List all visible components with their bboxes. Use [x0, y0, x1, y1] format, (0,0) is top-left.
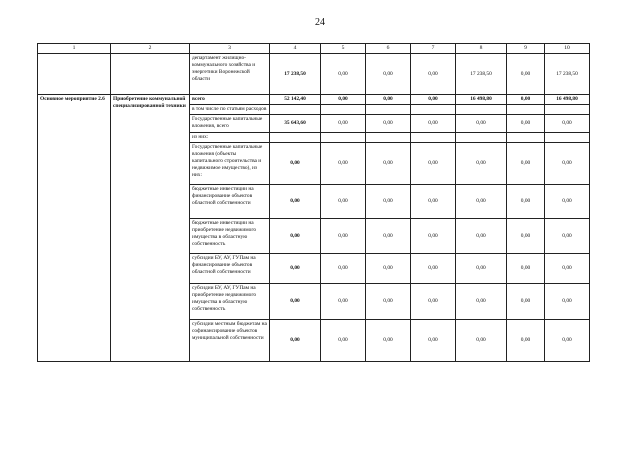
value-cell: 16 498,80 [545, 95, 590, 105]
value-cell: 0,00 [270, 319, 321, 361]
table-row [38, 95, 590, 105]
value-cell: 0,00 [411, 319, 456, 361]
value-cell: 0,00 [321, 54, 366, 95]
column-number-row [38, 44, 590, 54]
column-number-cell: 10 [545, 44, 590, 54]
value-cell: 0,00 [366, 283, 411, 319]
row-label-cell: субсидии местным бюджетам на софинансирование объектов муниципальной собственности [190, 319, 270, 361]
value-cell: 0,00 [321, 184, 366, 218]
column-number-cell: 6 [366, 44, 411, 54]
value-cell: 0,00 [270, 184, 321, 218]
column-number-cell: 7 [411, 44, 456, 54]
value-cell: 0,00 [270, 218, 321, 253]
value-cell: 0,00 [456, 253, 507, 283]
column-number-cell: 9 [507, 44, 545, 54]
value-cell: 0,00 [545, 283, 590, 319]
value-cell: 0,00 [366, 184, 411, 218]
value-cell: 0,00 [507, 319, 545, 361]
row-label-cell: Государственные капитальные вложения, всего [190, 115, 270, 133]
empty-cell [38, 54, 111, 95]
value-cell: 0,00 [545, 319, 590, 361]
value-cell [366, 105, 411, 115]
value-cell [321, 105, 366, 115]
value-cell: 0,00 [545, 184, 590, 218]
value-cell: 0,00 [321, 283, 366, 319]
row-label-cell: Государственные капитальные вложения (объекты капитального строительства и недвижимое имущество), из них: [190, 142, 270, 184]
row-label-cell: всего [190, 95, 270, 105]
value-cell: 0,00 [270, 142, 321, 184]
value-cell: 0,00 [545, 142, 590, 184]
value-cell: 0,00 [545, 218, 590, 253]
value-cell [507, 133, 545, 143]
page-number: 24 [315, 17, 325, 28]
value-cell: 0,00 [366, 319, 411, 361]
value-cell [270, 105, 321, 115]
value-cell: 0,00 [507, 283, 545, 319]
value-cell: 0,00 [507, 253, 545, 283]
value-cell: 0,00 [411, 253, 456, 283]
row-label-cell: субсидии БУ, АУ, ГУПам на финансирование объектов областной собственности [190, 253, 270, 283]
column-number-cell: 8 [456, 44, 507, 54]
value-cell: 0,00 [321, 115, 366, 133]
value-cell: 0,00 [456, 319, 507, 361]
column-number-cell: 1 [38, 44, 111, 54]
value-cell [507, 105, 545, 115]
value-cell: 0,00 [507, 95, 545, 105]
value-cell: 0,00 [366, 218, 411, 253]
value-cell: 0,00 [545, 253, 590, 283]
value-cell [545, 105, 590, 115]
table-row [38, 54, 590, 95]
value-cell: 0,00 [411, 184, 456, 218]
column-number-cell: 2 [111, 44, 190, 54]
value-cell: 0,00 [321, 253, 366, 283]
value-cell: 0,00 [456, 142, 507, 184]
row-label-cell: из них: [190, 133, 270, 143]
value-cell: 0,00 [411, 218, 456, 253]
value-cell: 0,00 [507, 218, 545, 253]
value-cell: 0,00 [456, 283, 507, 319]
value-cell: 0,00 [507, 54, 545, 95]
row-label-cell: бюджетные инвестиции на финансирование объектов областной собственности [190, 184, 270, 218]
value-cell [270, 133, 321, 143]
value-cell: 0,00 [321, 218, 366, 253]
value-cell: 0,00 [366, 253, 411, 283]
value-cell: 0,00 [456, 115, 507, 133]
value-cell: 0,00 [366, 54, 411, 95]
value-cell: 0,00 [507, 115, 545, 133]
value-cell: 0,00 [321, 142, 366, 184]
value-cell: 0,00 [456, 218, 507, 253]
value-cell [411, 105, 456, 115]
value-cell: 0,00 [366, 95, 411, 105]
value-cell: 0,00 [321, 95, 366, 105]
value-cell: 17 238,50 [270, 54, 321, 95]
row-label-cell: субсидии БУ, АУ, ГУПам на приобретение недвижимого имущества в областную собственность [190, 283, 270, 319]
value-cell: 17 238,50 [545, 54, 590, 95]
row-label-cell: бюджетные инвестиции на приобретение недвижимого имущества в областную собственность [190, 218, 270, 253]
value-cell: 0,00 [456, 184, 507, 218]
value-cell [321, 133, 366, 143]
value-cell: 35 643,60 [270, 115, 321, 133]
value-cell: 0,00 [545, 115, 590, 133]
value-cell: 0,00 [270, 253, 321, 283]
row-label-cell: в том числе по статьям расходов [190, 105, 270, 115]
column-number-cell: 5 [321, 44, 366, 54]
value-cell: 0,00 [507, 184, 545, 218]
value-cell: 0,00 [411, 95, 456, 105]
empty-cell [111, 54, 190, 95]
value-cell [411, 133, 456, 143]
value-cell [545, 133, 590, 143]
value-cell: 0,00 [411, 54, 456, 95]
column-number-cell: 4 [270, 44, 321, 54]
value-cell: 0,00 [366, 115, 411, 133]
value-cell: 0,00 [321, 319, 366, 361]
activity-label-cell: Основное мероприятие 2.6 [38, 95, 111, 362]
value-cell: 0,00 [411, 142, 456, 184]
value-cell: 52 142,40 [270, 95, 321, 105]
value-cell: 0,00 [507, 142, 545, 184]
value-cell: 0,00 [366, 142, 411, 184]
value-cell: 0,00 [270, 283, 321, 319]
activity-name-cell: Приобретение коммунальной специализированной техники [111, 95, 190, 362]
value-cell: 0,00 [411, 283, 456, 319]
row-label-cell: департамент жилищно-коммунального хозяйства и энергетики Воронежской области [190, 54, 270, 95]
value-cell: 0,00 [411, 115, 456, 133]
value-cell: 16 498,80 [456, 95, 507, 105]
value-cell [366, 133, 411, 143]
value-cell [456, 105, 507, 115]
value-cell: 17 238,50 [456, 54, 507, 95]
budget-table [37, 43, 590, 362]
column-number-cell: 3 [190, 44, 270, 54]
value-cell [456, 133, 507, 143]
